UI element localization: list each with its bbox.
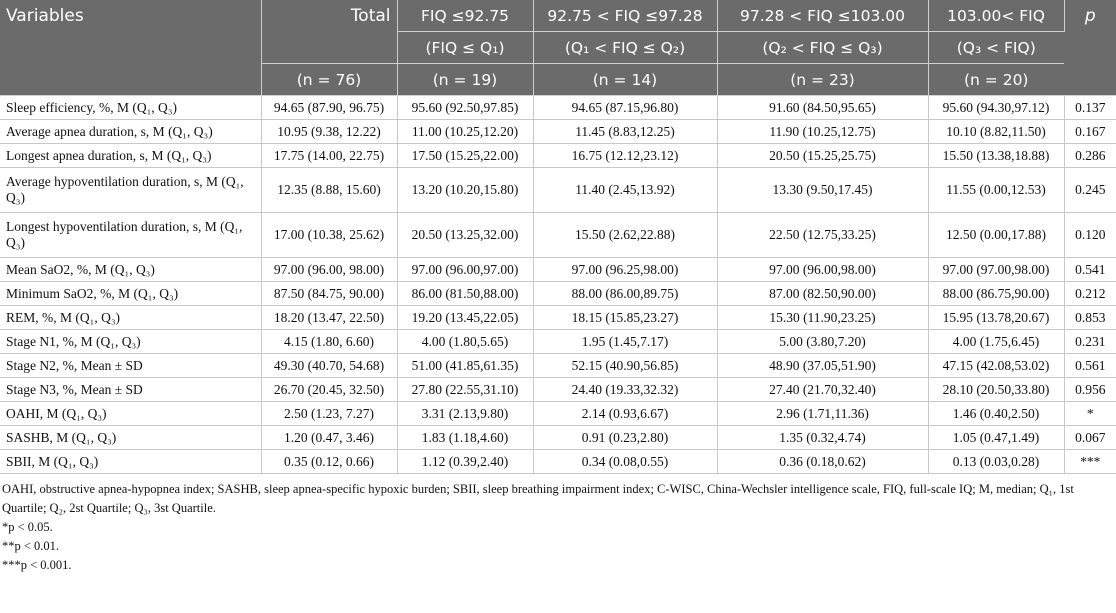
cell-group2: 11.40 (2.45,13.92) <box>533 168 717 213</box>
cell-group1: 97.00 (96.00,97.00) <box>397 258 533 282</box>
cell-group3: 20.50 (15.25,25.75) <box>717 144 928 168</box>
table-row <box>0 282 1116 306</box>
cell-group1: 17.50 (15.25,22.00) <box>397 144 533 168</box>
cell-p-value: 0.541 <box>1064 258 1116 282</box>
cell-variable: Average apnea duration, s, M (Q₁, Q₃) <box>0 120 261 144</box>
cell-group2: 88.00 (86.00,89.75) <box>533 282 717 306</box>
cell-group3: 48.90 (37.05,51.90) <box>717 354 928 378</box>
cell-group4: 1.05 (0.47,1.49) <box>928 426 1064 450</box>
cell-group3: 87.00 (82.50,90.00) <box>717 282 928 306</box>
cell-variable: OAHI, M (Q₁, Q₃) <box>0 402 261 426</box>
cell-p-value: 0.120 <box>1064 213 1116 258</box>
header-group3-quartile: (Q₂ < FIQ ≤ Q₃) <box>717 32 928 64</box>
cell-group1: 3.31 (2.13,9.80) <box>397 402 533 426</box>
cell-group2: 18.15 (15.85,23.27) <box>533 306 717 330</box>
cell-variable: Stage N2, %, Mean ± SD <box>0 354 261 378</box>
header-group2-quartile: (Q₁ < FIQ ≤ Q₂) <box>533 32 717 64</box>
cell-group4: 4.00 (1.75,6.45) <box>928 330 1064 354</box>
cell-total: 18.20 (13.47, 22.50) <box>261 306 397 330</box>
header-group3-n: (n = 23) <box>717 64 928 96</box>
header-total: Total <box>261 0 397 64</box>
cell-group1: 27.80 (22.55,31.10) <box>397 378 533 402</box>
table-row <box>0 213 1116 258</box>
cell-total: 10.95 (9.38, 12.22) <box>261 120 397 144</box>
cell-variable: Stage N1, %, M (Q₁, Q₃) <box>0 330 261 354</box>
cell-group4: 15.50 (13.38,18.88) <box>928 144 1064 168</box>
abbreviations-note: OAHI, obstructive apnea-hypopnea index; SASHB, sleep apnea-specific hypoxic burden; SBII, sleep breathing impairment index; C-WISC, China-Wechsler intelligence scale, FIQ, full-scale IQ; M, median; Q₁, 1st Quartile; Q₂, 2st Quartile; Q₃, 3st Quartile. <box>2 482 1074 515</box>
cell-group3: 11.90 (10.25,12.75) <box>717 120 928 144</box>
cell-p-value: 0.286 <box>1064 144 1116 168</box>
cell-group3: 1.35 (0.32,4.74) <box>717 426 928 450</box>
cell-group2: 0.34 (0.08,0.55) <box>533 450 717 474</box>
cell-p-value: 0.167 <box>1064 120 1116 144</box>
cell-group1: 95.60 (92.50,97.85) <box>397 96 533 120</box>
cell-total: 17.75 (14.00, 22.75) <box>261 144 397 168</box>
cell-variable: SASHB, M (Q₁, Q₃) <box>0 426 261 450</box>
cell-p-value: 0.956 <box>1064 378 1116 402</box>
header-group1-n: (n = 19) <box>397 64 533 96</box>
table-row <box>0 96 1116 120</box>
table-row <box>0 378 1116 402</box>
significance-note-2: **p < 0.01. <box>2 539 60 553</box>
cell-group4: 11.55 (0.00,12.53) <box>928 168 1064 213</box>
cell-group3: 97.00 (96.00,98.00) <box>717 258 928 282</box>
cell-group3: 15.30 (11.90,23.25) <box>717 306 928 330</box>
cell-variable: Sleep efficiency, %, M (Q₁, Q₃) <box>0 96 261 120</box>
cell-group3: 22.50 (12.75,33.25) <box>717 213 928 258</box>
cell-variable: REM, %, M (Q₁, Q₃) <box>0 306 261 330</box>
cell-group1: 1.83 (1.18,4.60) <box>397 426 533 450</box>
header-group4-n: (n = 20) <box>928 64 1064 96</box>
cell-total: 4.15 (1.80, 6.60) <box>261 330 397 354</box>
cell-group2: 15.50 (2.62,22.88) <box>533 213 717 258</box>
header-group2-range: 92.75 < FIQ ≤97.28 <box>533 0 717 32</box>
table-row <box>0 120 1116 144</box>
cell-p-value: 0.137 <box>1064 96 1116 120</box>
cell-p-value: *** <box>1064 450 1116 474</box>
cell-p-value: * <box>1064 402 1116 426</box>
cell-group1: 13.20 (10.20,15.80) <box>397 168 533 213</box>
cell-total: 17.00 (10.38, 25.62) <box>261 213 397 258</box>
cell-group4: 88.00 (86.75,90.00) <box>928 282 1064 306</box>
table-notes <box>0 474 1116 575</box>
cell-group3: 91.60 (84.50,95.65) <box>717 96 928 120</box>
cell-variable: Mean SaO2, %, M (Q₁, Q₃) <box>0 258 261 282</box>
header-group1-range: FIQ ≤92.75 <box>397 0 533 32</box>
cell-group3: 5.00 (3.80,7.20) <box>717 330 928 354</box>
cell-group1: 20.50 (13.25,32.00) <box>397 213 533 258</box>
cell-group1: 11.00 (10.25,12.20) <box>397 120 533 144</box>
cell-group2: 97.00 (96.25,98.00) <box>533 258 717 282</box>
header-p: p <box>1064 0 1116 96</box>
cell-total: 94.65 (87.90, 96.75) <box>261 96 397 120</box>
cell-variable: Longest apnea duration, s, M (Q₁, Q₃) <box>0 144 261 168</box>
header-group4-quartile: (Q₃ < FIQ) <box>928 32 1064 64</box>
header-row-1 <box>0 0 1116 32</box>
cell-group2: 1.95 (1.45,7.17) <box>533 330 717 354</box>
header-group4-range: 103.00< FIQ <box>928 0 1064 32</box>
cell-group4: 97.00 (97.00,98.00) <box>928 258 1064 282</box>
header-group2-n: (n = 14) <box>533 64 717 96</box>
cell-group2: 52.15 (40.90,56.85) <box>533 354 717 378</box>
cell-variable: SBII, M (Q₁, Q₃) <box>0 450 261 474</box>
cell-p-value: 0.561 <box>1064 354 1116 378</box>
cell-p-value: 0.067 <box>1064 426 1116 450</box>
cell-group4: 95.60 (94.30,97.12) <box>928 96 1064 120</box>
cell-total: 49.30 (40.70, 54.68) <box>261 354 397 378</box>
significance-note-3: ***p < 0.001. <box>2 558 72 572</box>
table-row <box>0 168 1116 213</box>
cell-group2: 11.45 (8.83,12.25) <box>533 120 717 144</box>
cell-p-value: 0.245 <box>1064 168 1116 213</box>
table-row <box>0 426 1116 450</box>
cell-group4: 1.46 (0.40,2.50) <box>928 402 1064 426</box>
cell-group4: 0.13 (0.03,0.28) <box>928 450 1064 474</box>
cell-group1: 51.00 (41.85,61.35) <box>397 354 533 378</box>
cell-group4: 10.10 (8.82,11.50) <box>928 120 1064 144</box>
table-row <box>0 144 1116 168</box>
cell-group4: 12.50 (0.00,17.88) <box>928 213 1064 258</box>
cell-group3: 13.30 (9.50,17.45) <box>717 168 928 213</box>
cell-group2: 94.65 (87.15,96.80) <box>533 96 717 120</box>
header-group3-range: 97.28 < FIQ ≤103.00 <box>717 0 928 32</box>
cell-total: 1.20 (0.47, 3.46) <box>261 426 397 450</box>
cell-group4: 28.10 (20.50,33.80) <box>928 378 1064 402</box>
table-row <box>0 450 1116 474</box>
header-group1-quartile: (FIQ ≤ Q₁) <box>397 32 533 64</box>
cell-group1: 19.20 (13.45,22.05) <box>397 306 533 330</box>
table-row <box>0 402 1116 426</box>
cell-total: 26.70 (20.45, 32.50) <box>261 378 397 402</box>
significance-note-1: *p < 0.05. <box>2 520 53 534</box>
cell-group3: 2.96 (1.71,11.36) <box>717 402 928 426</box>
cell-group4: 47.15 (42.08,53.02) <box>928 354 1064 378</box>
cell-group1: 86.00 (81.50,88.00) <box>397 282 533 306</box>
cell-group4: 15.95 (13.78,20.67) <box>928 306 1064 330</box>
table-row <box>0 354 1116 378</box>
cell-total: 2.50 (1.23, 7.27) <box>261 402 397 426</box>
cell-total: 12.35 (8.88, 15.60) <box>261 168 397 213</box>
cell-group2: 0.91 (0.23,2.80) <box>533 426 717 450</box>
cell-group3: 0.36 (0.18,0.62) <box>717 450 928 474</box>
cell-total: 97.00 (96.00, 98.00) <box>261 258 397 282</box>
cell-variable: Stage N3, %, Mean ± SD <box>0 378 261 402</box>
cell-variable: Minimum SaO2, %, M (Q₁, Q₃) <box>0 282 261 306</box>
cell-group1: 4.00 (1.80,5.65) <box>397 330 533 354</box>
cell-group1: 1.12 (0.39,2.40) <box>397 450 533 474</box>
table-row <box>0 258 1116 282</box>
cell-variable: Average hypoventilation duration, s, M (Q₁, Q₃) <box>0 168 261 213</box>
cell-group2: 16.75 (12.12,23.12) <box>533 144 717 168</box>
cell-group2: 24.40 (19.33,32.32) <box>533 378 717 402</box>
cell-total: 87.50 (84.75, 90.00) <box>261 282 397 306</box>
table-body <box>0 96 1116 474</box>
cell-p-value: 0.853 <box>1064 306 1116 330</box>
cell-p-value: 0.231 <box>1064 330 1116 354</box>
cell-group2: 2.14 (0.93,6.67) <box>533 402 717 426</box>
header-variables: Variables <box>0 0 261 96</box>
table-row <box>0 330 1116 354</box>
header-total-n: (n = 76) <box>261 64 397 96</box>
cell-group3: 27.40 (21.70,32.40) <box>717 378 928 402</box>
table-row <box>0 306 1116 330</box>
cell-p-value: 0.212 <box>1064 282 1116 306</box>
cell-total: 0.35 (0.12, 0.66) <box>261 450 397 474</box>
cell-variable: Longest hypoventilation duration, s, M (Q₁, Q₃) <box>0 213 261 258</box>
